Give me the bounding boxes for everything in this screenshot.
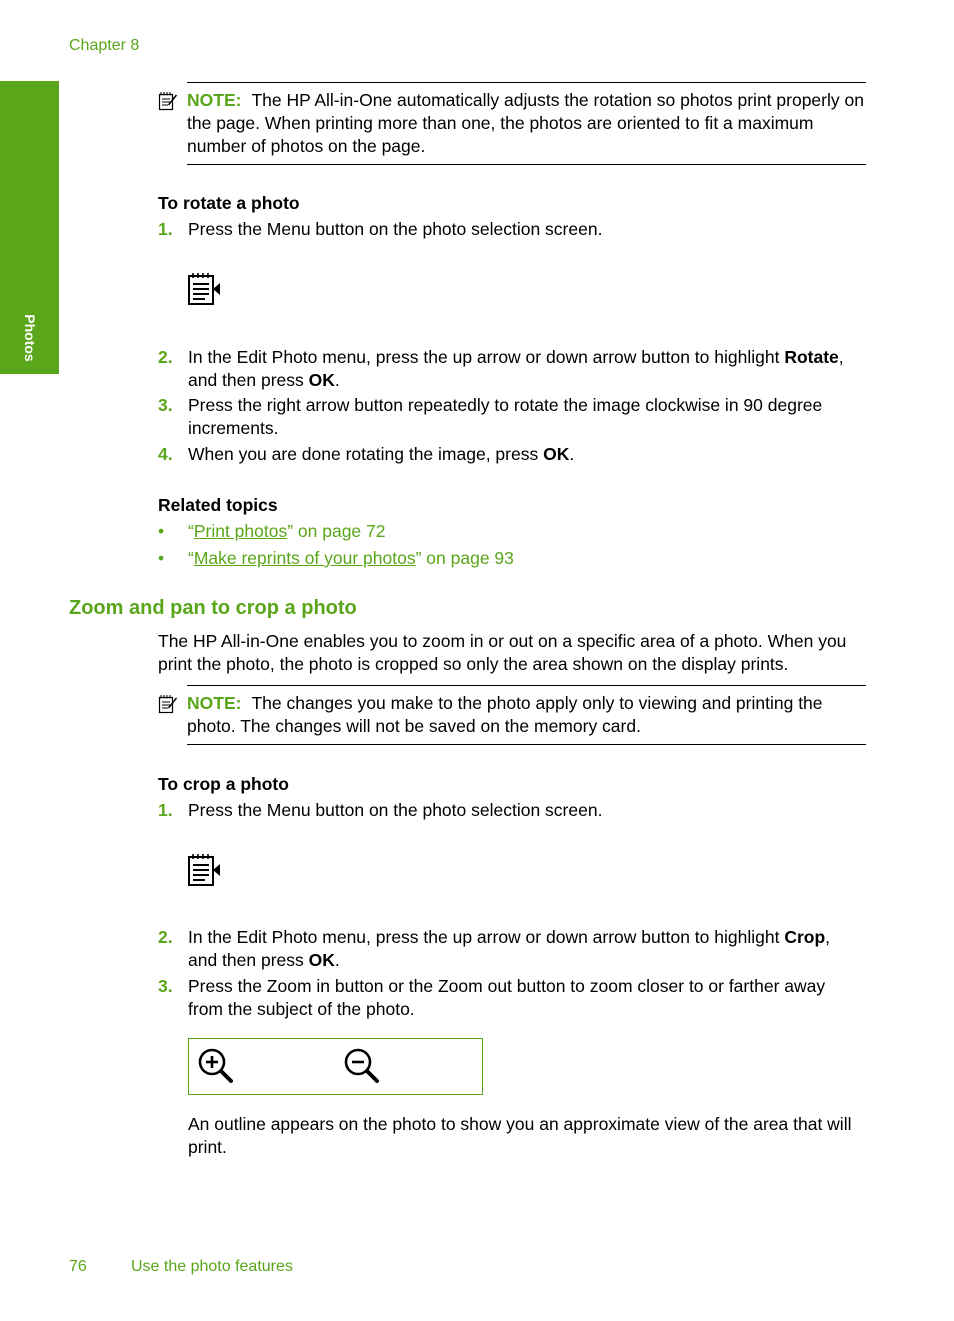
step-text: Press the Menu button on the photo selection screen. bbox=[188, 219, 603, 239]
note-text: The HP All-in-One automatically adjusts the rotation so photos print properly on the page. When printing more than one, the photos are oriented to fit a maximum number of photos on the page. bbox=[187, 90, 864, 156]
note-text: The changes you make to the photo apply only to viewing and printing the photo. The changes will not be saved on the memory card. bbox=[187, 693, 823, 736]
step bbox=[158, 799, 858, 822]
footer-section: Use the photo features bbox=[131, 1258, 293, 1275]
step bbox=[158, 443, 858, 466]
note-pad-icon bbox=[158, 694, 178, 714]
bullet: • bbox=[158, 548, 165, 568]
link-make-reprints[interactable]: Make reprints of your photos bbox=[193, 548, 416, 568]
chapter-header: Chapter 8 bbox=[69, 37, 140, 54]
note-box bbox=[158, 82, 866, 165]
step-number: 2. bbox=[158, 347, 173, 367]
step bbox=[158, 394, 858, 440]
section-intro: The HP All-in-One enables you to zoom in or out on a specific area of a photo. When you print the photo, the photo is cropped so only the area shown on the display prints. bbox=[158, 631, 847, 674]
step-text: When you are done rotating the image, press OK. bbox=[188, 444, 575, 464]
note-label: NOTE: bbox=[187, 693, 242, 713]
zoom-in-icon bbox=[197, 1047, 235, 1085]
related-topics-heading: Related topics bbox=[158, 495, 278, 515]
zoom-out-icon bbox=[343, 1047, 381, 1085]
step-number: 3. bbox=[158, 976, 173, 996]
link-print-photos[interactable]: Print photos bbox=[193, 521, 288, 541]
list-item: • “Make reprints of your photos” on page 93 bbox=[158, 548, 514, 568]
step-number: 1. bbox=[158, 219, 173, 239]
page-number: 76 bbox=[69, 1258, 87, 1275]
step-text: In the Edit Photo menu, press the up arrow or down arrow button to highlight Crop, and then press OK. bbox=[188, 927, 831, 970]
step bbox=[158, 346, 858, 392]
section-title: Zoom and pan to crop a photo bbox=[69, 597, 357, 619]
step-number: 1. bbox=[158, 800, 173, 820]
note-box bbox=[158, 685, 866, 745]
step bbox=[158, 218, 858, 241]
step-number: 2. bbox=[158, 927, 173, 947]
step-text: Press the Menu button on the photo selection screen. bbox=[188, 800, 603, 820]
menu-button-icon bbox=[187, 272, 221, 306]
menu-button-icon bbox=[187, 853, 221, 887]
step-text: Press the right arrow button repeatedly to rotate the image clockwise in 90 degree increments. bbox=[188, 395, 823, 438]
step-text: Press the Zoom in button or the Zoom out button to zoom closer to or farther away from the subject of the photo. bbox=[188, 976, 826, 1019]
outline-text: An outline appears on the photo to show you an approximate view of the area that will print. bbox=[188, 1114, 852, 1157]
bullet: • bbox=[158, 521, 165, 541]
procedure-heading: To crop a photo bbox=[158, 774, 289, 794]
list-item: • “Print photos” on page 72 bbox=[158, 521, 386, 541]
step-number: 4. bbox=[158, 444, 173, 464]
step bbox=[158, 926, 858, 972]
note-pad-icon bbox=[158, 91, 178, 111]
note-label: NOTE: bbox=[187, 90, 242, 110]
side-tab-label: Photos bbox=[22, 314, 38, 362]
step-text: In the Edit Photo menu, press the up arrow or down arrow button to highlight Rotate, and then press OK. bbox=[188, 347, 844, 390]
step-number: 3. bbox=[158, 395, 173, 415]
step bbox=[158, 975, 858, 1021]
zoom-buttons-figure bbox=[188, 1038, 483, 1095]
procedure-heading: To rotate a photo bbox=[158, 193, 300, 213]
